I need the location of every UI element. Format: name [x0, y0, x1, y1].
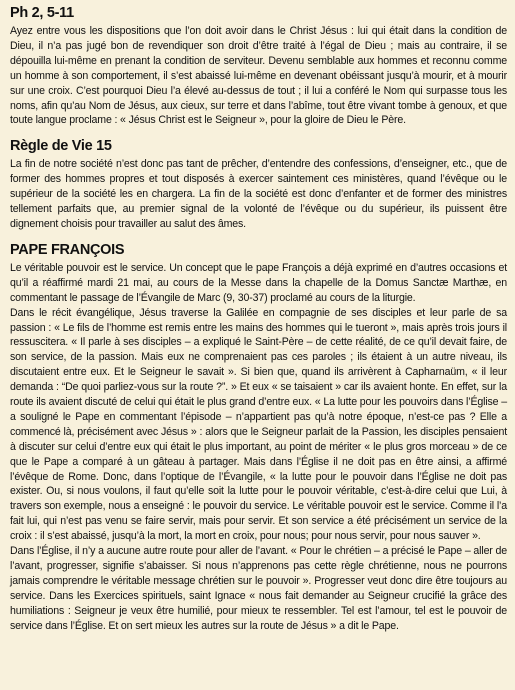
section-paragraph: La fin de notre société n’est donc pas tant de prêcher, d’entendre des confessions, d’enseigner, etc., que de former des hommes propres et tout disposés à exercer saintement ces ministères, quand l’évêque ou le supérieur de la société les en chargera. La fin de la société est donc d’enfanter et de former des ministres tellement parfaits que, au premier signal de la volonté de l’évêque ou du supérieur, ils puissent être dignement choisis pour travailler au salut des âmes.: [10, 158, 507, 230]
section-title: PAPE FRANÇOIS: [10, 241, 125, 258]
section-paragraph: Le véritable pouvoir est le service. Un concept que le pape François a déjà exprimé en d’autres occasions et qu’il a réaffirmé mardi 21 mai, au cours de la Messe dans la chapelle de la Domus Sanctæ Marthæ, en commentant le passage de l’Évangile de Marc (9, 30-37) proclamé au cours de la liturgie.: [10, 261, 507, 304]
section-rule-of-life: [10, 138, 507, 232]
section-paragraph: Ayez entre vous les dispositions que l’on doit avoir dans le Christ Jésus : lui qui était dans la condition de Dieu, il n’a pas jugé bon de revendiquer son droit d’être traité à l’égal de Dieu ; mais au contraire, il se dépouilla lui-même en prenant la condition de serviteur. Devenu semblable aux hommes et reconnu comme un homme à son comportement, il s’est abaissé lui-même en devenant obéissant jusqu’à mourir, et à mourir sur une croix. C’est pourquoi Dieu l’a élevé au-dessus de tout ; il lui a conféré le Nom qui surpasse tous les noms, afin qu’au Nom de Jésus, aux cieux, sur terre et dans l’abîme, tout être vivant tombe à genoux, et que toute langue proclame : « Jésus Christ est le Seigneur », pour la gloire de Dieu le Père.: [10, 25, 507, 127]
section-title: Règle de Vie 15: [10, 138, 112, 155]
section-paragraph: Dans le récit évangélique, Jésus traverse la Galilée en compagnie de ses disciples et leur parle de sa passion : « Le fils de l’homme est remis entre les mains des hommes qui le tueront », mais après trois jours il ressuscitera. « Il parle à ses disciples – a expliqué le Saint-Père – de cette réalité, de ce qu’il devait faire, de son service, de la passion. Mais eux ne comprenaient pas ces paroles ; ils étaient à un autre niveau, ils discutaient entre eux. Et le Seigneur le savait ». Si bien que, quand ils arrivèrent à Capharnaüm, « il leur demanda : “De quoi parliez-vous sur la route ?”. » Et eux « se taisaient » car ils avaient honte. En effet, sur la route ils avaient discuté de celui qui était le plus grand d’entre eux. « La lutte pour les pouvoirs dans l’Église – a souligné le Pape en commentant l’épisode – n’appartient pas qu’à notre époque, n’est-ce pas ? Elle a commencé là, précisément avec Jésus » : alors que le Seigneur parlait de la Passion, les disciples pensaient à discuter sur celui d’entre eux qui était le plus important, au point de mériter « le plus gros morceau » de ce que le Pape a comparé à un gâteau à partager. Mais dans l’Église il ne doit pas en être ainsi, a affirmé l’évêque de Rome. Donc, dans l’optique de l’Évangile, « la lutte pour le pouvoir dans l’Église ne doit pas exister. Ou, si nous voulons, il faut qu’elle soit la lutte pour le pouvoir véritable, c’est-à-dire celui que Lui, à travers son exemple, nous a enseigné : le pouvoir du service. Le véritable pouvoir est le service. Comme il l’a fait lui, qui n’est pas venu se faire servir, mais pour servir. Et son service a été précisément un service de la croix : il s’est abaissé, jusqu’à la mort, la mort en croix, pour nous; pour nous servir, pour nous sauver ».: [10, 306, 507, 543]
section-philippians: [10, 5, 507, 128]
section-pope-francis: [10, 242, 507, 634]
section-paragraph: Dans l’Église, il n’y a aucune autre route pour aller de l’avant. « Pour le chrétien – a précisé le Pape – aller de l’avant, progresser, signifie s’abaisser. Si nous n’apprenons pas cette règle chrétienne, nous ne pourrons jamais comprendre le véritable message chrétien sur le pouvoir ». Progresser veut donc dire être toujours au service. Dans les Exercices spirituels, saint Ignace « nous fait demander au Seigneur crucifié la grâce des humiliations : Seigneur je veux être humilié, pour mieux te ressembler. Tel est l’amour, tel est le pouvoir de service dans l’Église. Et on sert mieux les autres sur la route de Jésus » a dit le Pape.: [10, 545, 507, 632]
section-title: Ph 2, 5-11: [10, 5, 74, 21]
